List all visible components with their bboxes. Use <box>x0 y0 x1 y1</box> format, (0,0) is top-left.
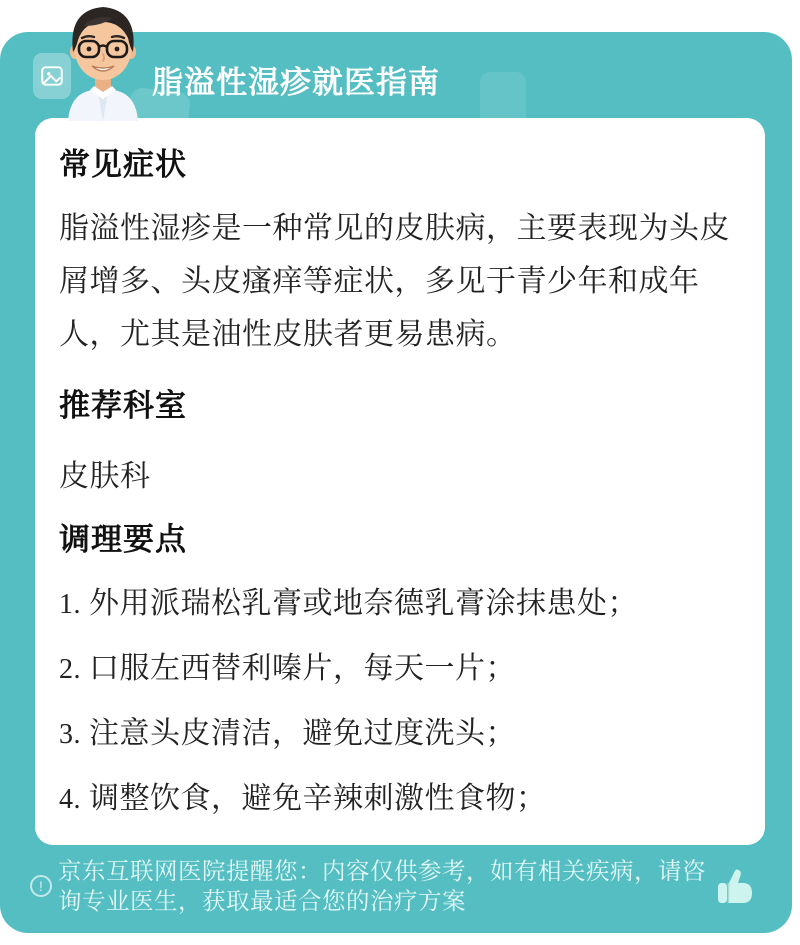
symptoms-paragraph: 脂溢性湿疹是一种常见的皮肤病，主要表现为头皮屑增多、头皮瘙痒等症状，多见于青少年和成年人，尤其是油性皮肤者更易患病。 <box>59 212 730 351</box>
thumbs-up-button[interactable] <box>715 866 755 909</box>
info-icon: ! <box>30 875 52 897</box>
section-heading-department: 推荐科室 <box>59 388 187 423</box>
section-heading-care: 调理要点 <box>59 522 187 557</box>
list-item-number: 3. <box>59 719 81 750</box>
list-item-number: 4. <box>59 784 81 815</box>
list-item-text: 口服左西替利嗪片，每天一片； <box>89 652 516 685</box>
page-title: 脂溢性湿疹就医指南 <box>152 65 440 100</box>
list-item-text: 调整饮食，避免辛辣刺激性食物； <box>89 782 547 815</box>
doctor-avatar <box>50 0 156 121</box>
section-heading-symptoms: 常见症状 <box>59 147 187 182</box>
department-name: 皮肤科 <box>59 460 151 493</box>
list-item-text: 注意头皮清洁，避免过度洗头； <box>89 717 516 750</box>
thumbs-up-icon <box>715 866 755 906</box>
list-item-number: 2. <box>59 654 81 685</box>
list-item-number: 1. <box>59 589 81 620</box>
list-item <box>59 717 741 751</box>
advice-list <box>59 587 741 845</box>
list-item <box>59 652 741 686</box>
list-item <box>59 587 741 621</box>
disclaimer-footer <box>30 856 770 916</box>
disclaimer-text: 京东互联网医院提醒您：内容仅供参考，如有相关疾病，请咨询专业医生，获取最适合您的治疗方案 <box>58 858 706 914</box>
list-item <box>59 782 741 816</box>
content-card <box>35 118 765 845</box>
list-item-text: 外用派瑞松乳膏或地奈德乳膏涂抹患处； <box>89 587 638 620</box>
